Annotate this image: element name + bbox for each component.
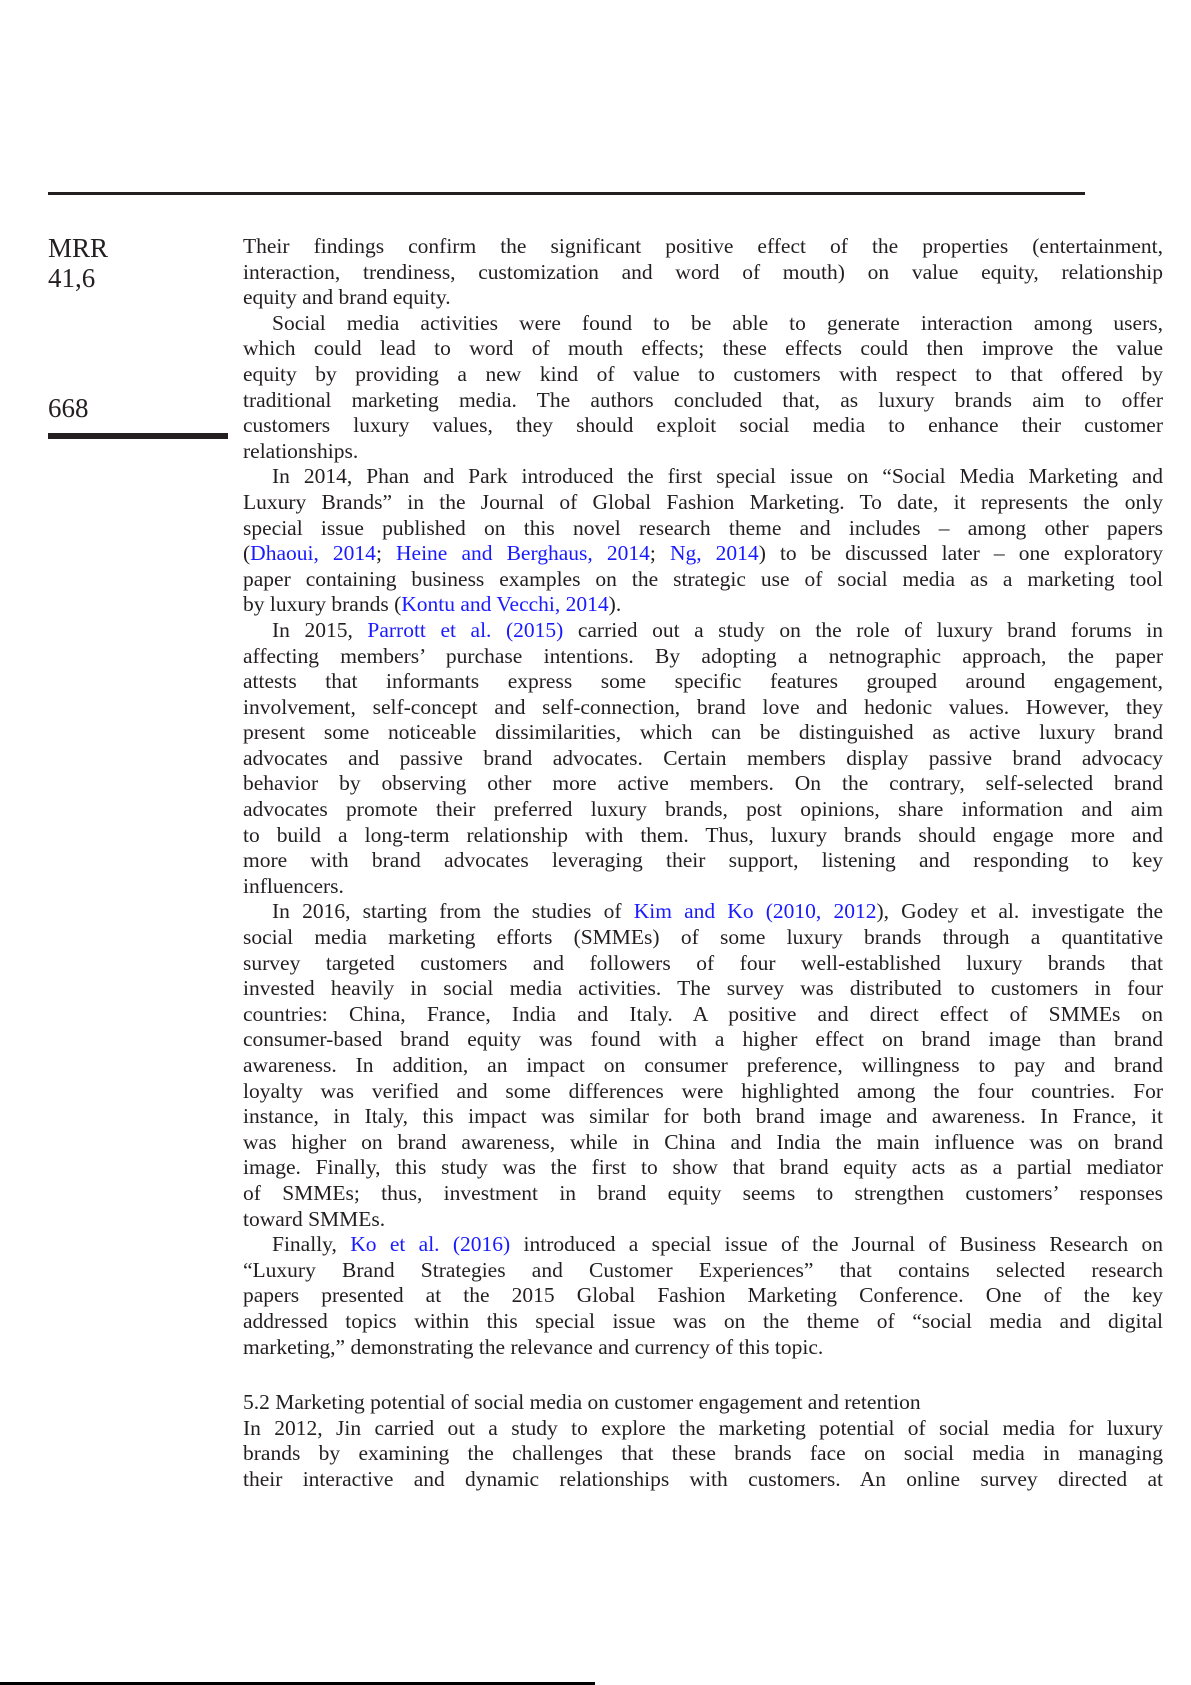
text-line [243, 1104, 1163, 1130]
text-line [243, 1002, 1163, 1028]
text-segment: ; [649, 541, 670, 566]
text-segment: more with brand advocates leveraging their support, listening and responding to key [243, 848, 1163, 873]
text-segment: interaction, trendiness, customization and word of mouth) on value equity, relationship [243, 259, 1163, 284]
text-line [243, 1309, 1163, 1335]
text-line [243, 567, 1163, 593]
text-segment: to build a long-term relationship with them. Thus, luxury brands should engage more and [243, 822, 1163, 847]
text-segment: influencers. [243, 873, 344, 898]
text-line [243, 413, 1163, 439]
text-segment: instance, in Italy, this impact was similar for both brand image and awareness. In France, it [243, 1104, 1163, 1129]
text-line [243, 644, 1163, 670]
journal-info [48, 233, 108, 293]
text-segment: Finally, [272, 1232, 351, 1257]
text-segment: In 2012, Jin carried out a study to explore the marketing potential of social media for luxury [243, 1415, 1163, 1440]
text-line [243, 1207, 1163, 1233]
text-segment: loyalty was verified and some differences were highlighted among the four countries. For [243, 1078, 1163, 1103]
text-line [243, 1181, 1163, 1207]
section-heading [243, 1390, 1163, 1416]
text-line [243, 746, 1163, 772]
text-segment: advocates promote their preferred luxury brands, post opinions, share information and aim [243, 797, 1163, 822]
text-line [243, 1335, 1163, 1361]
text-line [243, 541, 1163, 567]
citation-link[interactable]: Kim and Ko (2010, 2012 [633, 899, 877, 924]
text-line [243, 1079, 1163, 1105]
text-segment: countries: China, France, India and Italy. A positive and direct effect of SMMEs on [243, 1001, 1163, 1026]
citation-link[interactable]: Kontu and Vecchi, 2014 [401, 592, 609, 617]
text-segment: equity by providing a new kind of value to customers with respect to that offered by [243, 361, 1163, 386]
text-line [243, 771, 1163, 797]
text-line [243, 260, 1163, 286]
text-segment: was higher on brand awareness, while in China and India the main influence was on brand [243, 1129, 1163, 1154]
text-line [243, 899, 1163, 925]
text-segment: Social media activities were found to be able to generate interaction among users, [272, 310, 1163, 335]
text-line [243, 311, 1163, 337]
text-line [243, 464, 1163, 490]
text-line [243, 669, 1163, 695]
text-line [243, 695, 1163, 721]
journal-volume: 41,6 [48, 263, 96, 293]
text-segment: ), Godey et al. investigate the [876, 899, 1164, 924]
citation-link[interactable]: Ng, 2014 [669, 541, 759, 566]
text-segment: special issue published on this novel research theme and includes – among other papers [243, 515, 1163, 540]
text-segment: of SMMEs; thus, investment in brand equity seems to strengthen customers’ responses [243, 1180, 1163, 1205]
text-line [243, 1027, 1163, 1053]
text-line [243, 951, 1163, 977]
citation-link[interactable]: Heine and Berghaus, 2014 [396, 541, 650, 566]
text-line [243, 234, 1163, 260]
text-line [243, 388, 1163, 414]
citation-link[interactable]: Parrott et al. (2015) [367, 617, 564, 642]
text-segment: behavior by observing other more active members. On the contrary, self-selected brand [243, 771, 1163, 796]
text-line [243, 1053, 1163, 1079]
text-segment: Their findings confirm the significant positive effect of the properties (entertainment, [243, 234, 1163, 258]
citation-link[interactable]: Dhaoui, 2014 [250, 541, 376, 566]
text-segment: invested heavily in social media activities. The survey was distributed to customers in four [243, 976, 1163, 1001]
body-text [243, 234, 1163, 1493]
text-segment: addressed topics within this special issue was on the theme of “social media and digital [243, 1308, 1163, 1333]
text-segment: image. Finally, this study was the first to show that brand equity acts as a partial mediator [243, 1155, 1163, 1180]
text-segment: papers presented at the 2015 Global Fashion Marketing Conference. One of the key [243, 1283, 1163, 1308]
header-rule [48, 192, 1085, 195]
text-segment: affecting members’ purchase intentions. By adopting a netnographic approach, the paper [243, 643, 1163, 668]
journal-abbrev: MRR [48, 233, 109, 263]
text-line [243, 592, 1163, 618]
text-segment: advocates and passive brand advocates. Certain members display passive brand advocacy [243, 745, 1163, 770]
text-segment: traditional marketing media. The authors concluded that, as luxury brands aim to offer [243, 387, 1163, 412]
page-number: 668 [48, 393, 89, 423]
spacer [243, 1360, 1163, 1390]
text-line [243, 1232, 1163, 1258]
text-line [243, 1467, 1163, 1493]
text-line [243, 823, 1163, 849]
text-segment: ( [243, 541, 251, 566]
text-segment: survey targeted customers and followers of four well-established luxury brands that [243, 950, 1163, 975]
text-segment: customers luxury values, they should exploit social media to enhance their customer [243, 413, 1163, 438]
text-line [243, 618, 1163, 644]
text-segment: introduced a special issue of the Journal of Business Research on [510, 1232, 1163, 1257]
text-segment: brands by examining the challenges that these brands face on social media in managing [243, 1441, 1163, 1466]
text-segment: social media marketing efforts (SMMEs) of some luxury brands through a quantitative [243, 925, 1163, 950]
text-segment: attests that informants express some specific features grouped around engagement, [243, 669, 1163, 694]
text-line [243, 848, 1163, 874]
text-segment: consumer-based brand equity was found with a higher effect on brand image than brand [243, 1027, 1163, 1052]
text-line [243, 362, 1163, 388]
margin-rule [48, 433, 228, 439]
text-segment: Luxury Brands” in the Journal of Global Fashion Marketing. To date, it represents the only [243, 489, 1163, 514]
text-segment: paper containing business examples on the strategic use of social media as a marketing tool [243, 566, 1163, 591]
text-segment: by luxury brands ( [243, 592, 402, 617]
text-segment: In 2014, Phan and Park introduced the first special issue on “Social Media Marketing and [272, 464, 1163, 489]
text-segment: present some noticeable dissimilarities, which can be distinguished as active luxury brand [243, 720, 1163, 745]
text-segment: carried out a study on the role of luxury brand forums in [563, 617, 1163, 642]
text-line [243, 1441, 1163, 1467]
text-segment: “Luxury Brand Strategies and Customer Experiences” that contains selected research [243, 1257, 1163, 1282]
text-line [243, 285, 1163, 311]
text-segment: relationships. [243, 438, 359, 463]
text-line [243, 516, 1163, 542]
text-segment: ). [608, 592, 622, 617]
text-line [243, 1283, 1163, 1309]
text-segment: which could lead to word of mouth effects; these effects could then improve the value [243, 336, 1163, 361]
text-line [243, 797, 1163, 823]
text-segment: In 2015, [272, 617, 368, 642]
text-segment: ) to be discussed later – one exploratory [758, 541, 1163, 566]
text-segment: equity and brand equity. [243, 285, 451, 310]
text-segment: awareness. In addition, an impact on consumer preference, willingness to pay and brand [243, 1053, 1163, 1077]
text-segment: ; [375, 541, 397, 566]
text-line [243, 439, 1163, 465]
text-line [243, 1155, 1163, 1181]
text-segment: their interactive and dynamic relationships with customers. An online survey directed at [243, 1466, 1163, 1491]
text-line [243, 976, 1163, 1002]
text-segment: marketing,” demonstrating the relevance and currency of this topic. [243, 1334, 824, 1359]
text-segment: involvement, self-concept and self-connection, brand love and hedonic values. However, they [243, 694, 1163, 719]
text-segment: toward SMMEs. [243, 1206, 386, 1231]
text-line [243, 1416, 1163, 1442]
text-line [243, 925, 1163, 951]
text-segment: 5.2 Marketing potential of social media on customer engagement and retention [243, 1390, 921, 1415]
text-line [243, 720, 1163, 746]
citation-link[interactable]: Ko et al. (2016) [350, 1232, 511, 1257]
text-line [243, 874, 1163, 900]
text-line [243, 490, 1163, 516]
text-segment: In 2016, starting from the studies of [272, 899, 634, 924]
text-line [243, 1258, 1163, 1284]
text-line [243, 336, 1163, 362]
text-line [243, 1130, 1163, 1156]
